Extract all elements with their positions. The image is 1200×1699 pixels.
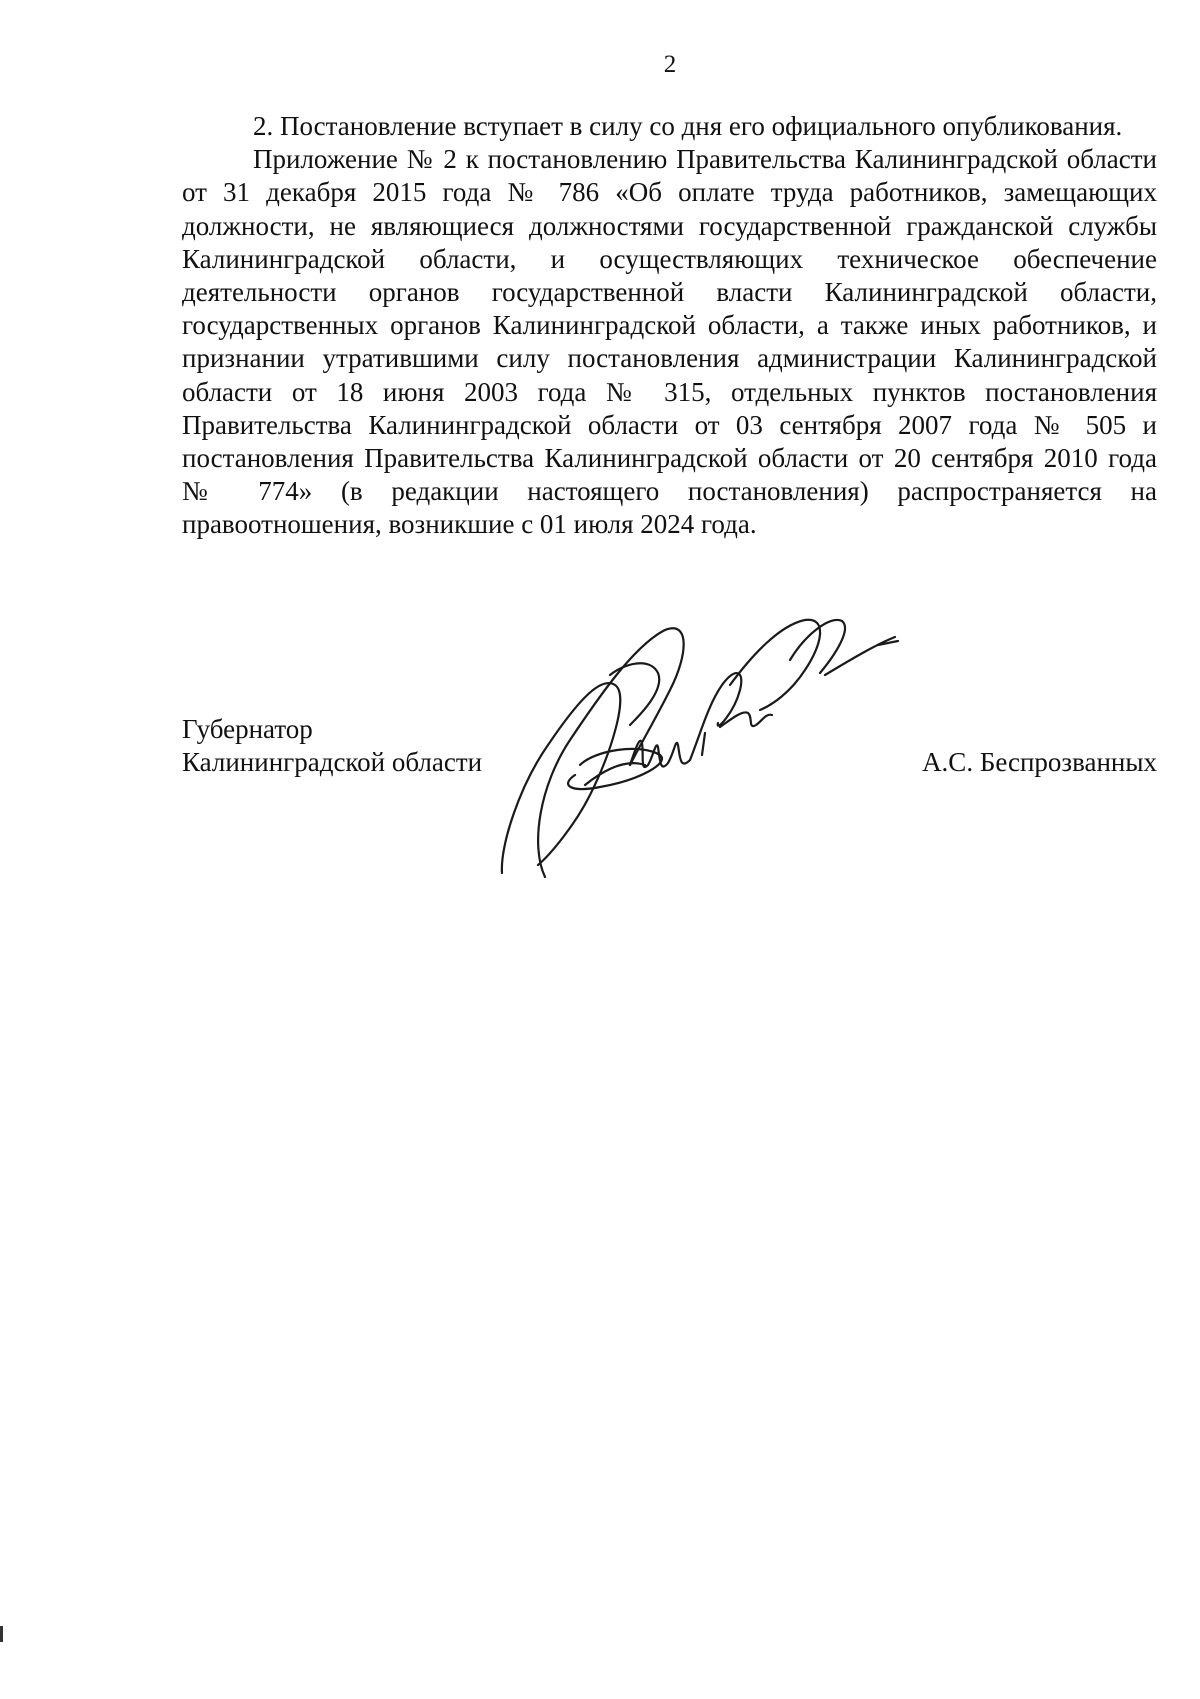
document-body: [182, 110, 1157, 542]
signature-block: [182, 713, 1157, 779]
paragraph-annex-application: Приложение № 2 к постановлению Правительства Калининградской области от 31 декабря 2015 года № 786 «Об оплате труда работников, замещающих должности, не являющиеся должностями государственной гражданской службы Калининградской области, и осуществляющих техническое обеспечение деятельности органов государственной власти Калининградской области, государственных органов Калининградской области, а также иных работников, и признании утратившими силу постановления администрации Калининградской области от 18 июня 2003 года № 315, отдельных пунктов постановления Правительства Калининградской области от 03 сентября 2007 года № 505 и постановления Правительства Калининградской области от 20 сентября 2010 года № 774» (в редакции настоящего постановления) распространяется на правоотношения, возникшие с 01 июля 2024 года.: [182, 144, 1157, 540]
page-number: 2: [663, 51, 677, 78]
signer-title-line-2: Калининградской области: [182, 747, 483, 777]
paragraph-effective-date: 2. Постановление вступает в силу со дня его официального опубликования.: [253, 111, 1123, 141]
signer-name: А.С. Беспрозванных: [922, 747, 1157, 777]
scan-edge-mark: [0, 1626, 3, 1642]
signer-title-line-1: Губернатор: [182, 714, 313, 744]
